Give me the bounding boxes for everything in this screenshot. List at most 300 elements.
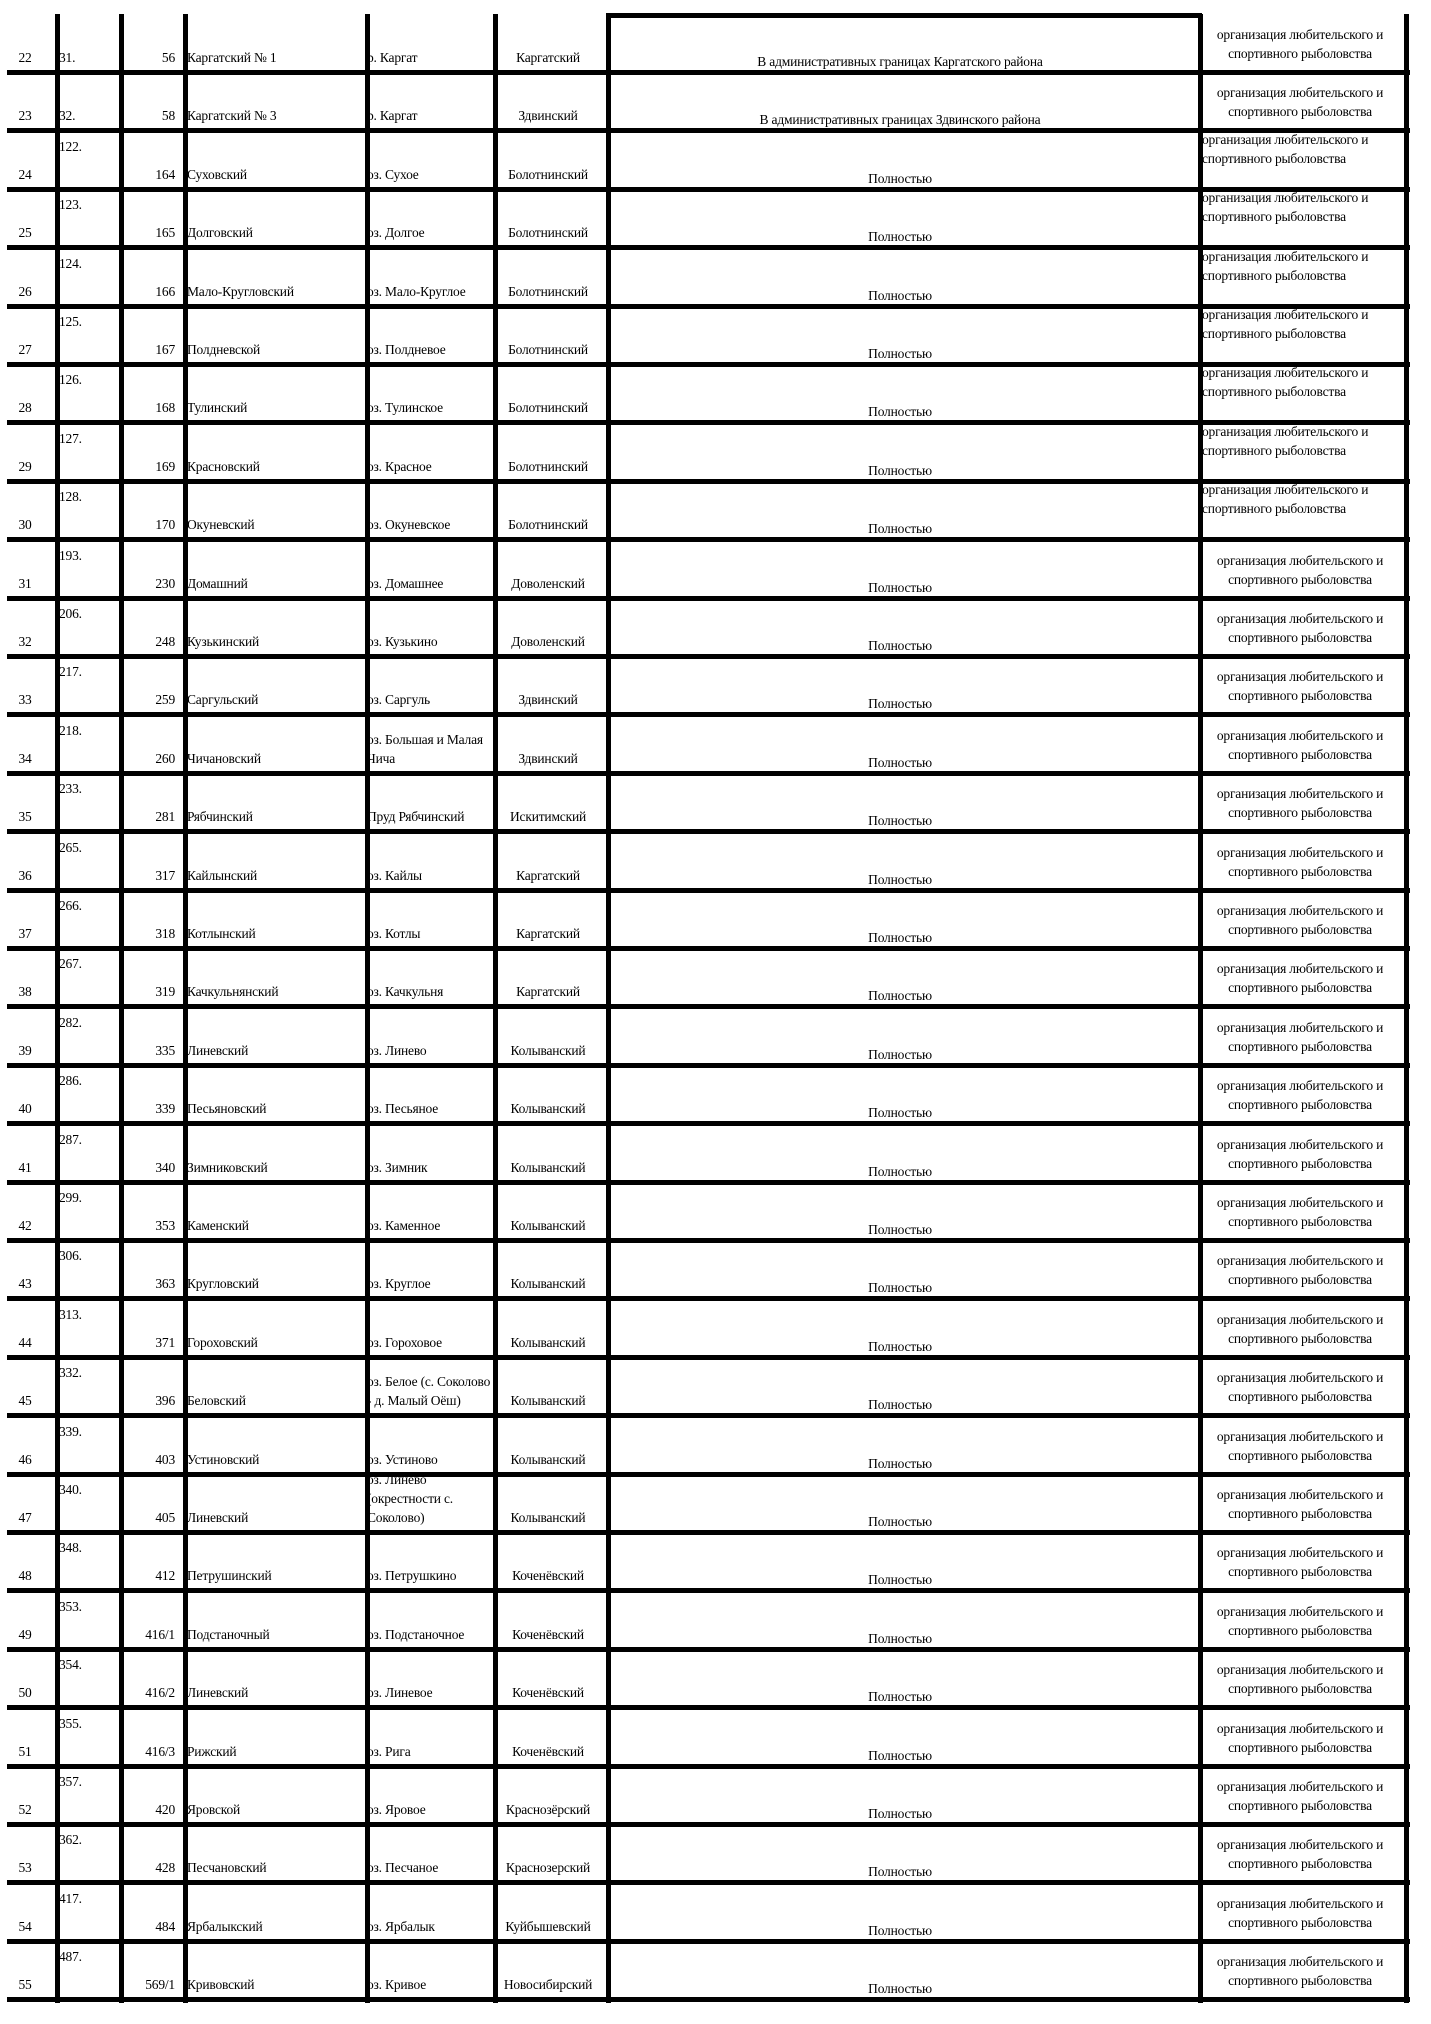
- area-number: 428: [155, 1860, 175, 1876]
- area-name: Каргатский № 3: [187, 108, 277, 124]
- district-name: Колыванский: [510, 1393, 586, 1409]
- purpose-cell: [1198, 14, 1402, 72]
- water-body: Пруд Рябчинский: [367, 809, 465, 825]
- registry-number: 125.: [59, 314, 82, 329]
- area-number: 340: [155, 1159, 175, 1175]
- district-name: Колыванский: [510, 1159, 586, 1175]
- area-number: 58: [161, 108, 175, 124]
- zone-boundary: Полностью: [868, 1922, 932, 1938]
- area-number: 168: [155, 400, 175, 416]
- water-body: оз. Ярбалык: [367, 1918, 435, 1934]
- water-body-cell: [365, 1883, 493, 1941]
- row-number: 37: [18, 926, 32, 941]
- area-name: Песьяновский: [187, 1101, 267, 1117]
- purpose-cell: [1198, 364, 1402, 422]
- area-number: 166: [155, 283, 175, 299]
- purpose-text: организация любительского и спортивного рыболовства: [1216, 1720, 1384, 1755]
- water-body: оз. Кузькино: [367, 634, 438, 649]
- water-body-cell: [365, 306, 493, 364]
- district-name: Здвинский: [518, 692, 578, 708]
- area-name: Каменский: [187, 1218, 249, 1233]
- district-name: Болотнинский: [508, 283, 588, 299]
- purpose-cell: [1198, 1824, 1402, 1882]
- area-name: Кайлынский: [187, 867, 258, 883]
- water-body-cell: [365, 656, 493, 714]
- water-body: оз. Устиново: [367, 1451, 438, 1467]
- table-row: [7, 1474, 1407, 1532]
- registry-number: 32.: [59, 108, 76, 124]
- registry-number: 126.: [59, 372, 82, 388]
- registry-number: 218.: [59, 722, 82, 738]
- registry-number: 128.: [59, 489, 82, 505]
- table-row: [7, 656, 1407, 714]
- zone-boundary: В административных границах Здвинского района: [759, 112, 1041, 128]
- table-row: [7, 1941, 1407, 1999]
- district-name: Новосибирский: [503, 1977, 593, 1993]
- area-name: Тулинский: [187, 400, 248, 416]
- purpose-text: организация любительского и спортивного рыболовства: [1216, 1662, 1384, 1697]
- district-name: Болотнинский: [508, 225, 588, 241]
- purpose-cell: [1198, 1240, 1402, 1298]
- area-number: 317: [155, 867, 175, 883]
- purpose-text: организация любительского и спортивного рыболовства: [1202, 423, 1369, 458]
- purpose-text: организация любительского и спортивного рыболовства: [1216, 786, 1384, 821]
- zone-boundary: Полностью: [868, 1163, 932, 1179]
- water-body: оз. Домашнее: [367, 575, 444, 591]
- purpose-cell: [1198, 1357, 1402, 1415]
- area-name: Котлынский: [187, 926, 256, 941]
- table-row: [7, 189, 1407, 247]
- table-row: [7, 364, 1407, 422]
- area-number: 416/2: [145, 1685, 175, 1701]
- area-number: 259: [155, 692, 175, 708]
- table-row: [7, 1824, 1407, 1882]
- zone-boundary: Полностью: [868, 813, 932, 829]
- row-number: 49: [18, 1626, 32, 1642]
- district-name: Коченёвский: [512, 1626, 584, 1642]
- area-name: Качкульнянский: [187, 984, 279, 1000]
- registry-number: 354.: [59, 1657, 82, 1673]
- row-number: 35: [18, 809, 32, 825]
- table-row: [7, 598, 1407, 656]
- water-body-cell: [365, 1766, 493, 1824]
- purpose-text: организация любительского и спортивного рыболовства: [1216, 1895, 1384, 1930]
- water-body-cell: [365, 1124, 493, 1182]
- purpose-cell: [1198, 1065, 1402, 1123]
- zone-boundary: Полностью: [868, 754, 932, 770]
- purpose-cell: [1198, 598, 1402, 656]
- registry-number: 266.: [59, 898, 82, 913]
- zone-boundary: Полностью: [868, 1630, 932, 1646]
- water-body-cell: [365, 1065, 493, 1123]
- purpose-text: организация любительского и спортивного рыболовства: [1202, 248, 1369, 283]
- purpose-cell: [1198, 1182, 1402, 1240]
- area-name: Каргатский № 1: [187, 50, 277, 65]
- table-row: [7, 1065, 1407, 1123]
- water-body: оз. Петрушкино: [367, 1568, 457, 1584]
- purpose-text: организация любительского и спортивного рыболовства: [1216, 611, 1384, 645]
- row-number: 54: [18, 1918, 32, 1934]
- table-row: [7, 1007, 1407, 1065]
- area-name: Подстаночный: [187, 1626, 270, 1642]
- purpose-cell: [1198, 715, 1402, 773]
- area-number: 248: [155, 634, 175, 649]
- area-number: 363: [155, 1276, 175, 1292]
- area-number: 230: [155, 575, 175, 591]
- district-name: Колыванский: [510, 1451, 586, 1467]
- purpose-cell: [1198, 1532, 1402, 1590]
- zone-boundary: В административных границах Каргатского района: [757, 54, 1043, 69]
- district-name: Доволенский: [511, 575, 585, 591]
- zone-boundary: Полностью: [868, 871, 932, 887]
- purpose-cell: [1198, 1299, 1402, 1357]
- water-body-cell: [365, 1708, 493, 1766]
- area-number: 319: [155, 984, 175, 1000]
- water-body-cell: [365, 1649, 493, 1707]
- district-name: Болотнинский: [508, 166, 588, 182]
- row-number: 29: [18, 458, 32, 474]
- area-number: 56: [161, 50, 175, 65]
- water-body-cell: [365, 1007, 493, 1065]
- water-body-cell: [365, 364, 493, 422]
- row-number: 38: [18, 984, 32, 1000]
- area-number: 420: [155, 1802, 175, 1817]
- area-number: 569/1: [145, 1977, 175, 1993]
- table-row: [7, 832, 1407, 890]
- water-body-cell: [365, 481, 493, 539]
- area-number: 416/3: [145, 1743, 175, 1759]
- table-row: [7, 72, 1407, 130]
- zone-boundary: Полностью: [868, 287, 932, 303]
- table-row: [7, 1299, 1407, 1357]
- table-row: [7, 773, 1407, 831]
- water-body: оз. Линево: [367, 1042, 427, 1058]
- area-name: Линевский: [187, 1042, 249, 1058]
- water-body-cell: [365, 14, 493, 72]
- purpose-cell: [1198, 890, 1402, 948]
- district-name: Колыванский: [510, 1042, 586, 1058]
- zone-boundary: Полностью: [868, 1105, 932, 1121]
- row-number: 51: [18, 1743, 32, 1759]
- registry-number: 265.: [59, 839, 82, 855]
- area-name: Яровской: [187, 1802, 241, 1817]
- row-number: 26: [18, 283, 32, 299]
- table-row: [7, 14, 1407, 72]
- purpose-text: организация любительского и спортивного рыболовства: [1216, 1428, 1384, 1463]
- water-body: оз. Зимник: [367, 1159, 428, 1175]
- water-body-cell: [365, 598, 493, 656]
- area-name: Зимниковский: [187, 1159, 268, 1175]
- water-body: оз. Круглое: [367, 1276, 431, 1292]
- registry-number: 206.: [59, 606, 82, 621]
- row-number: 47: [18, 1510, 32, 1525]
- zone-boundary: Полностью: [868, 346, 932, 361]
- registry-number: 353.: [59, 1598, 82, 1614]
- purpose-text: организация любительского и спортивного рыболовства: [1216, 844, 1384, 879]
- area-number: 405: [155, 1510, 175, 1525]
- purpose-cell: [1198, 423, 1402, 481]
- water-body-cell: [365, 1591, 493, 1649]
- zone-boundary: Полностью: [868, 1864, 932, 1880]
- table-row: [7, 1883, 1407, 1941]
- zone-boundary: Полностью: [868, 404, 932, 420]
- area-number: 403: [155, 1451, 175, 1467]
- registry-number: 286.: [59, 1073, 82, 1089]
- row-number: 34: [18, 750, 32, 766]
- row-number: 25: [18, 225, 32, 241]
- table-row: [7, 1766, 1407, 1824]
- row-number: 39: [18, 1042, 32, 1058]
- purpose-cell: [1198, 481, 1402, 539]
- district-name: Каргатский: [516, 867, 580, 883]
- purpose-cell: [1198, 656, 1402, 714]
- purpose-text: организация любительского и спортивного рыболовства: [1216, 1545, 1384, 1580]
- registry-number: 362.: [59, 1832, 82, 1848]
- area-number: 416/1: [145, 1626, 175, 1642]
- purpose-cell: [1198, 832, 1402, 890]
- district-name: Болотнинский: [508, 400, 588, 416]
- area-name: Рябчинский: [187, 809, 253, 825]
- water-body: оз. Яровое: [367, 1802, 426, 1817]
- water-body-cell: [365, 1240, 493, 1298]
- water-body: оз. Кривое: [367, 1977, 427, 1993]
- purpose-cell: [1198, 948, 1402, 1006]
- purpose-cell: [1198, 306, 1402, 364]
- water-body-cell: [365, 890, 493, 948]
- zone-boundary: Полностью: [868, 170, 932, 186]
- district-name: Краснозерский: [505, 1860, 591, 1876]
- zone-boundary: Полностью: [868, 1046, 932, 1062]
- registry-number: 267.: [59, 956, 82, 972]
- table-row: [7, 131, 1407, 189]
- water-body-cell: [365, 1474, 493, 1532]
- water-body-cell: [365, 1357, 493, 1415]
- registry-number: 127.: [59, 430, 82, 446]
- area-name: Рижский: [187, 1743, 237, 1759]
- registry-number: 217.: [59, 664, 82, 680]
- water-body: оз. Окуневское: [367, 517, 451, 533]
- registry-number: 313.: [59, 1306, 82, 1322]
- purpose-text: организация любительского и спортивного рыболовства: [1216, 903, 1384, 937]
- district-name: Болотнинский: [508, 458, 588, 474]
- row-number: 44: [18, 1334, 32, 1350]
- row-number: 28: [18, 400, 32, 416]
- water-body: оз. Песчаное: [367, 1860, 439, 1876]
- purpose-cell: [1198, 248, 1402, 306]
- registry-number: 348.: [59, 1540, 82, 1556]
- table-row: [7, 1182, 1407, 1240]
- zone-boundary: Полностью: [868, 1222, 932, 1237]
- purpose-cell: [1198, 1474, 1402, 1532]
- area-name: Линевский: [187, 1510, 249, 1525]
- water-body: оз. Полдневое: [367, 342, 446, 357]
- registry-number: 339.: [59, 1423, 82, 1439]
- table-row: [7, 306, 1407, 364]
- purpose-cell: [1198, 72, 1402, 130]
- district-name: Коченёвский: [512, 1743, 584, 1759]
- row-number: 24: [18, 166, 32, 182]
- purpose-text: организация любительского и спортивного рыболовства: [1216, 1019, 1384, 1054]
- zone-boundary: Полностью: [868, 1455, 932, 1471]
- water-body-cell: [365, 1532, 493, 1590]
- water-body: оз. Каменное: [367, 1218, 441, 1233]
- area-name: Кузькинский: [187, 634, 260, 649]
- water-body-cell: [365, 773, 493, 831]
- district-name: Каргатский: [516, 984, 580, 1000]
- registry-number: 193.: [59, 547, 82, 563]
- purpose-cell: [1198, 1708, 1402, 1766]
- water-body: оз. Красное: [367, 458, 432, 474]
- water-body-cell: [365, 948, 493, 1006]
- row-number: 43: [18, 1276, 32, 1292]
- water-body-cell: [365, 1416, 493, 1474]
- area-name: Песчановский: [187, 1860, 267, 1876]
- water-body: оз. Подстаночное: [367, 1626, 465, 1642]
- table-row: [7, 423, 1407, 481]
- zone-boundary: Полностью: [868, 696, 932, 712]
- area-name: Красновский: [187, 458, 260, 474]
- water-body: оз. Котлы: [367, 926, 421, 941]
- row-number: 23: [18, 108, 32, 124]
- water-body-cell: [365, 715, 493, 773]
- area-number: 339: [155, 1101, 175, 1117]
- purpose-text: организация любительского и спортивного рыболовства: [1216, 1253, 1384, 1288]
- water-body: оз. Белое (с. Соколово - д. Малый Оёш): [367, 1374, 491, 1409]
- zone-boundary: Полностью: [868, 521, 932, 537]
- area-name: Устиновский: [187, 1451, 260, 1467]
- row-number: 50: [18, 1685, 32, 1701]
- table-row: [7, 1240, 1407, 1298]
- row-border: [7, 1997, 1410, 2002]
- area-name: Мало-Кругловский: [187, 283, 294, 299]
- row-number: 53: [18, 1860, 32, 1876]
- purpose-cell: [1198, 189, 1402, 247]
- zone-boundary: Полностью: [868, 1689, 932, 1705]
- water-body: оз. Рига: [367, 1743, 411, 1759]
- water-body: оз. Большая и Малая Чича: [367, 731, 483, 766]
- water-body-cell: [365, 540, 493, 598]
- purpose-text: организация любительского и спортивного рыболовства: [1202, 482, 1369, 517]
- purpose-text: организация любительского и спортивного рыболовства: [1216, 27, 1384, 61]
- district-name: Искитимский: [510, 809, 586, 825]
- area-number: 260: [155, 750, 175, 766]
- row-number: 33: [18, 692, 32, 708]
- purpose-text: организация любительского и спортивного рыболовства: [1216, 1078, 1384, 1113]
- area-number: 335: [155, 1042, 175, 1058]
- row-number: 32: [18, 634, 32, 649]
- district-name: Каргатский: [516, 926, 580, 941]
- table-row: [7, 1532, 1407, 1590]
- purpose-text: организация любительского и спортивного рыболовства: [1216, 1370, 1384, 1405]
- row-number: 48: [18, 1568, 32, 1584]
- zone-boundary: Полностью: [868, 1806, 932, 1821]
- row-number: 36: [18, 867, 32, 883]
- district-name: Краснозёрский: [505, 1802, 591, 1817]
- table-row: [7, 1591, 1407, 1649]
- purpose-cell: [1198, 1416, 1402, 1474]
- area-number: 396: [155, 1393, 175, 1409]
- zone-boundary: Полностью: [868, 229, 932, 245]
- row-number: 22: [18, 50, 32, 65]
- purpose-text: организация любительского и спортивного рыболовства: [1216, 1954, 1384, 1989]
- district-name: Здвинский: [518, 108, 578, 124]
- area-number: 484: [155, 1918, 175, 1934]
- area-number: 164: [155, 166, 175, 182]
- row-number: 42: [18, 1218, 32, 1233]
- area-name: Беловский: [187, 1393, 246, 1409]
- purpose-text: организация любительского и спортивного рыболовства: [1202, 307, 1369, 341]
- registry-number: 282.: [59, 1014, 82, 1030]
- district-name: Колыванский: [510, 1276, 586, 1292]
- purpose-text: организация любительского и спортивного рыболовства: [1202, 190, 1369, 225]
- area-name: Петрушинский: [187, 1568, 272, 1584]
- purpose-cell: [1198, 1591, 1402, 1649]
- row-number: 40: [18, 1101, 32, 1117]
- table-row: [7, 481, 1407, 539]
- area-number: 371: [155, 1334, 175, 1350]
- water-body: оз. Линево (окрестности с. Соколово): [367, 1474, 453, 1525]
- purpose-text: организация любительского и спортивного рыболовства: [1216, 1195, 1384, 1229]
- area-number: 281: [155, 809, 175, 825]
- district-name: Колыванский: [510, 1510, 586, 1525]
- row-number: 31: [18, 575, 32, 591]
- district-name: Коченёвский: [512, 1568, 584, 1584]
- water-body: р. Каргат: [367, 108, 418, 124]
- water-body-cell: [365, 1824, 493, 1882]
- area-name: Полдневской: [187, 342, 261, 357]
- purpose-text: организация любительского и спортивного рыболовства: [1216, 1487, 1384, 1521]
- water-body: оз. Сухое: [367, 166, 419, 182]
- water-body: р. Каргат: [367, 50, 418, 65]
- registry-number: 122.: [59, 138, 82, 154]
- table-row: [7, 715, 1407, 773]
- area-name: Гороховский: [187, 1334, 258, 1350]
- purpose-cell: [1198, 1941, 1402, 1999]
- zone-boundary: Полностью: [868, 1338, 932, 1354]
- area-number: 353: [155, 1218, 175, 1233]
- district-name: Колыванский: [510, 1334, 586, 1350]
- registry-number: 355.: [59, 1715, 82, 1731]
- purpose-text: организация любительского и спортивного рыболовства: [1202, 131, 1369, 166]
- registry-number: 233.: [59, 781, 82, 797]
- row-number: 55: [18, 1977, 32, 1993]
- water-body: оз. Мало-Круглое: [367, 283, 466, 299]
- table-row: [7, 1357, 1407, 1415]
- water-body: оз. Песьяное: [367, 1101, 438, 1117]
- registry-number: 357.: [59, 1774, 82, 1789]
- water-body: оз. Кайлы: [367, 867, 422, 883]
- water-body: оз. Долгое: [367, 225, 425, 241]
- area-name: Домашний: [187, 575, 248, 591]
- zone-boundary: Полностью: [868, 579, 932, 595]
- district-name: Куйбышевский: [505, 1918, 591, 1934]
- purpose-text: организация любительского и спортивного рыболовства: [1216, 1779, 1384, 1813]
- purpose-cell: [1198, 1883, 1402, 1941]
- water-body-cell: [365, 1299, 493, 1357]
- registry-number: 306.: [59, 1248, 82, 1264]
- zone-boundary: Полностью: [868, 1280, 932, 1296]
- zone-boundary: Полностью: [868, 1572, 932, 1588]
- water-body: оз. Саргуль: [367, 692, 430, 708]
- zone-boundary: Полностью: [868, 1514, 932, 1529]
- zone-boundary: Полностью: [868, 462, 932, 478]
- purpose-cell: [1198, 131, 1402, 189]
- row-number: 45: [18, 1393, 32, 1409]
- area-number: 167: [155, 342, 175, 357]
- table-row: [7, 890, 1407, 948]
- water-body-cell: [365, 1941, 493, 1999]
- area-number: 318: [155, 926, 175, 941]
